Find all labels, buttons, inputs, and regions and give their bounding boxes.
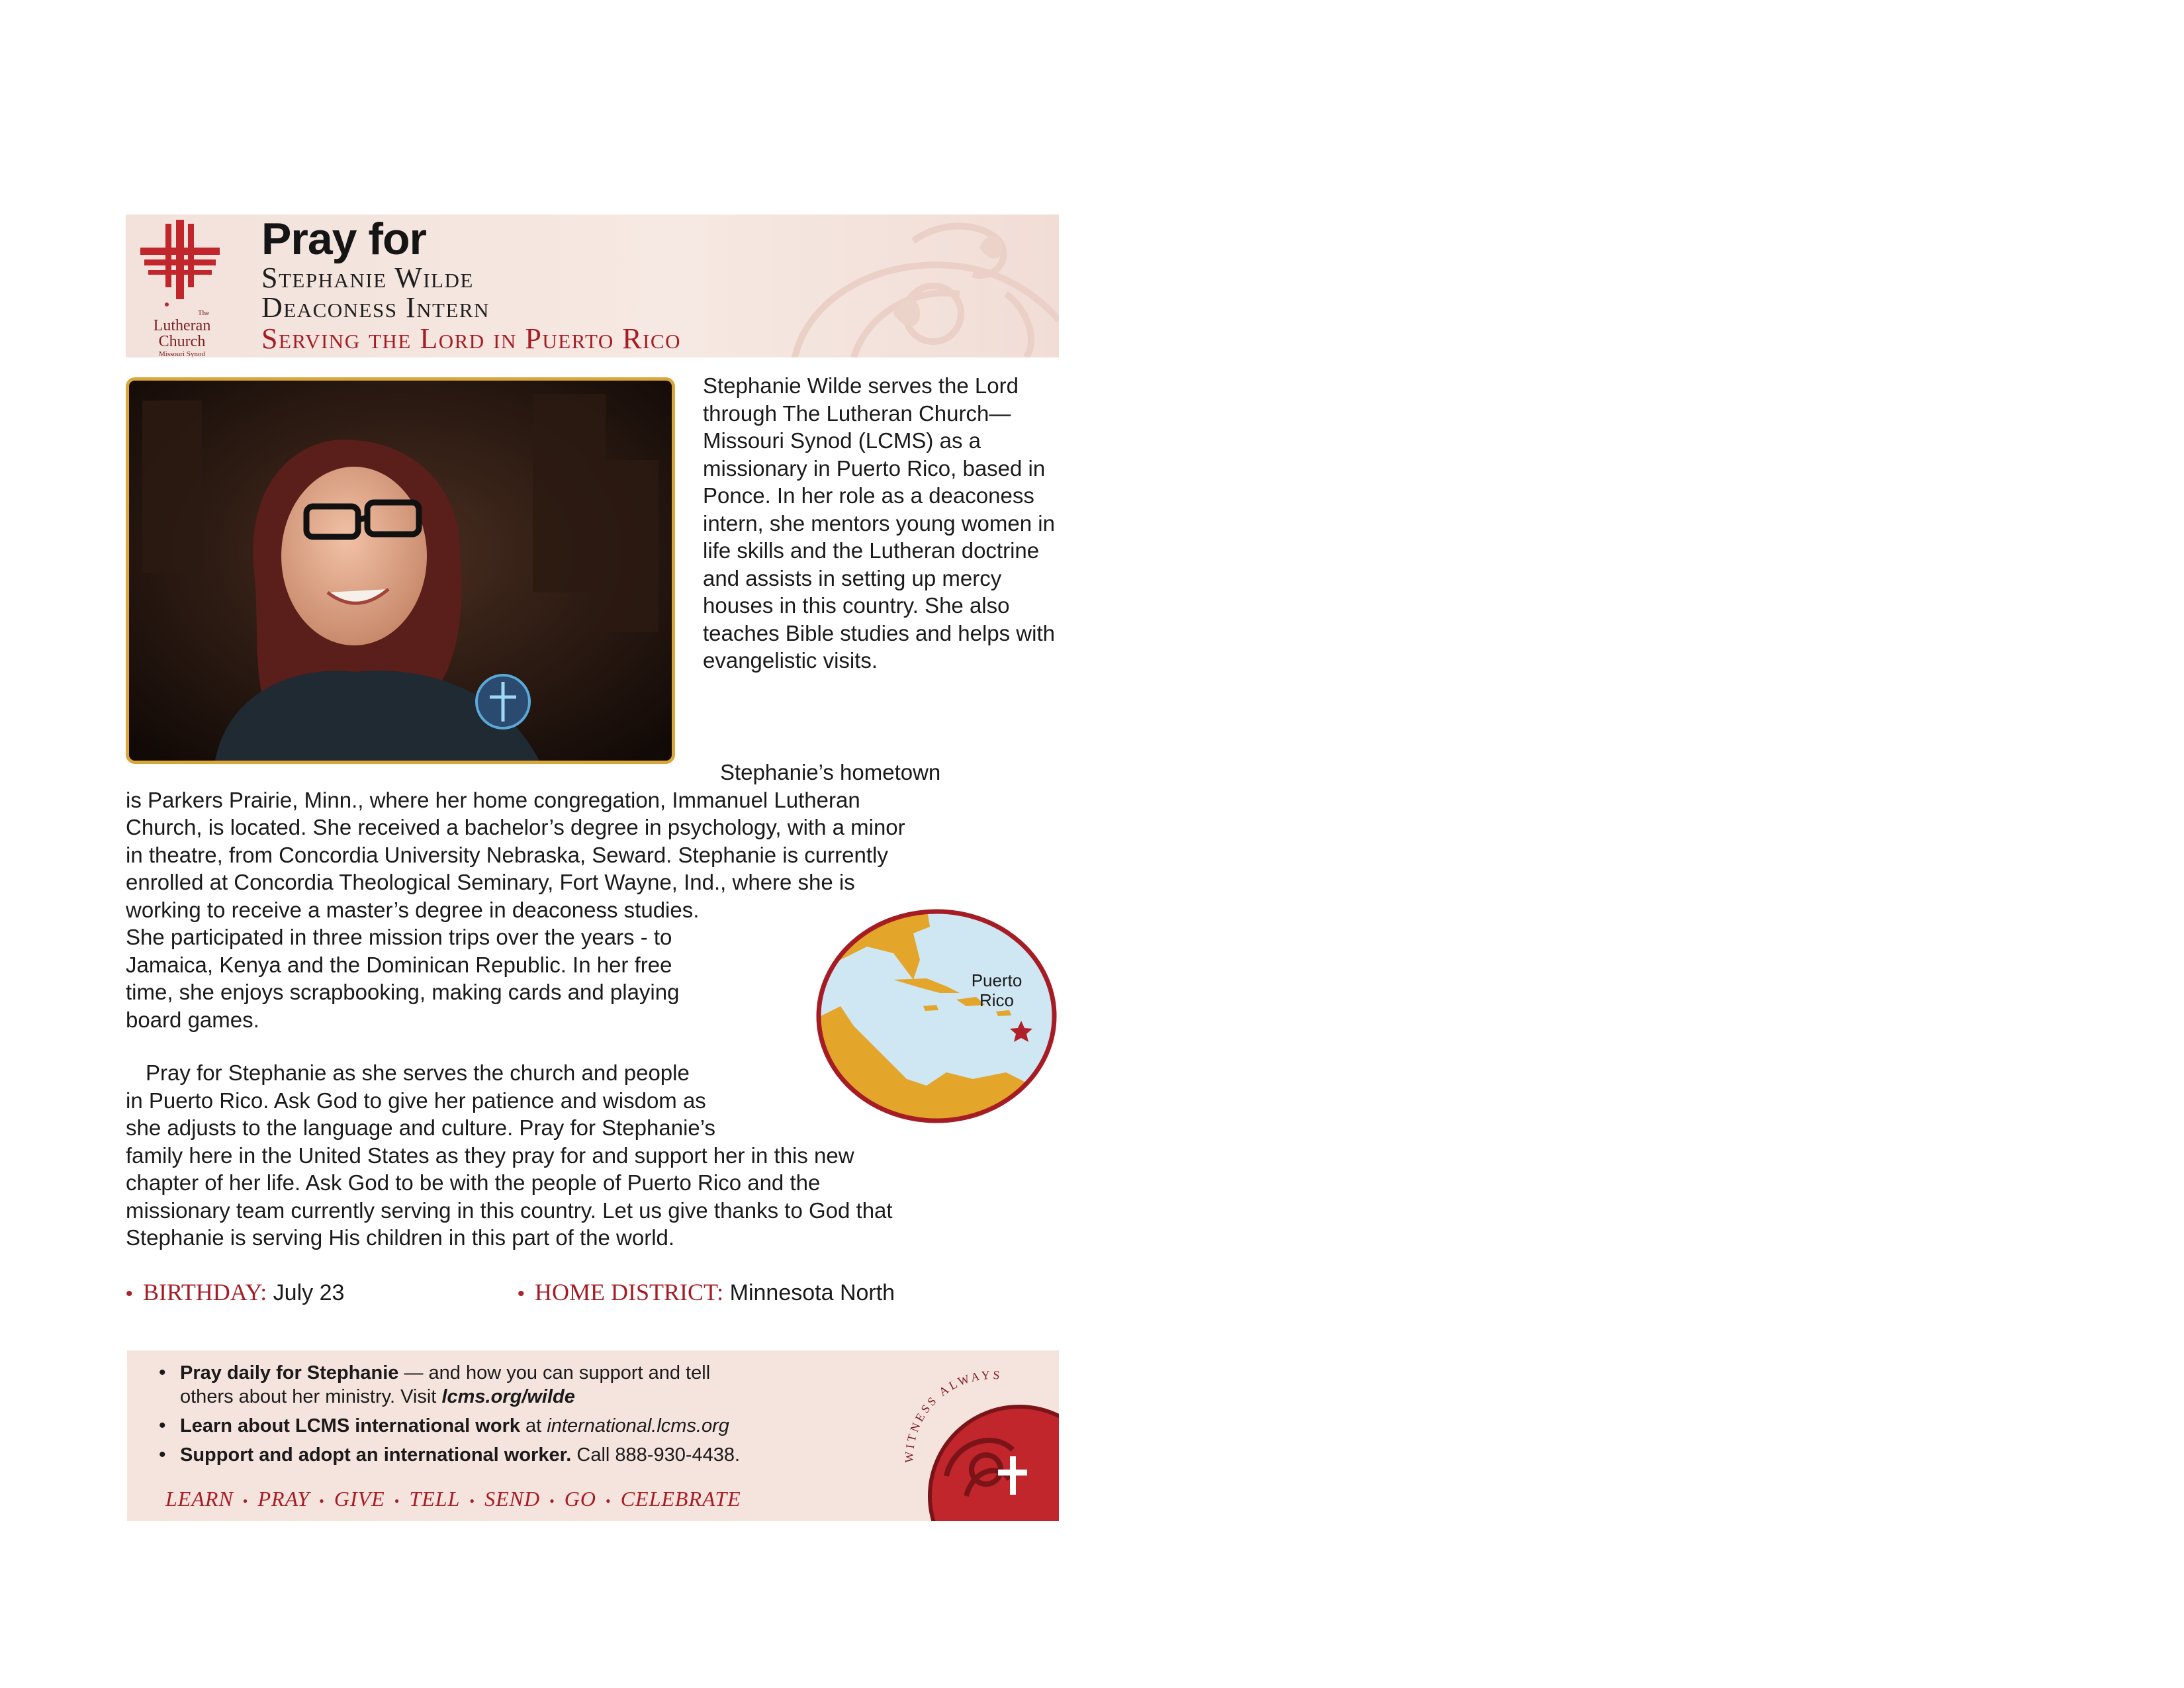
dot-icon: • [242,1492,249,1509]
item-bold: Learn about LCMS international work [180,1415,520,1436]
logo-the-text: The [197,309,209,317]
birthday-fact [126,1278,344,1306]
caribbean-map [814,907,1059,1125]
bullet-icon: • [518,1283,525,1305]
text-line: missionary team currently serving in this country. Let us give thanks to God that [126,1197,893,1223]
bio-paragraph-1: Stephanie Wilde serves the Lord through The Lutheran Church—Missouri Synod (LCMS) as a missionary in Puerto Rico, based in Ponce. In her role as a deaconess intern, she mentors young women in life skills and the Lutheran doctrine and assists in setting up mercy houses in this country. She also teaches Bible studies and helps with evangelistic visits. [703,373,1055,673]
district-fact [518,1278,895,1306]
text-line: in theatre, from Concordia University Nebraska, Seward. Stephanie is currently [126,842,888,867]
list-item [154,1414,855,1438]
dot-icon: • [605,1492,612,1509]
text-line: Jamaica, Kenya and the Dominican Republic. In her free [126,952,672,977]
text-line: working to receive a master’s degree in deaconess studies. [126,897,700,922]
prayer-card [126,214,1059,1525]
lcms-cross-icon [126,214,238,307]
item-text: Call 888-930-4438. [571,1444,741,1466]
wilde-link[interactable]: lcms.org/wilde [441,1386,575,1407]
map-label-line1: Puerto [971,970,1023,990]
bullet-icon: • [126,1283,133,1305]
dot-icon: • [469,1492,476,1509]
text-line: She participated in three mission trips over the years - to [126,925,672,949]
logo-church-text: Church [158,333,206,350]
portrait-image [129,381,672,761]
dot-icon: • [549,1492,555,1509]
seal-text: WITNESS ALWAYS [902,1368,1003,1464]
logo-synod-text: Missouri Synod [159,350,205,357]
decorative-swirl [715,214,1059,357]
missionary-role: Deaconess Intern [261,291,490,324]
text-line: Church, is located. She received a bachelor’s degree in psychology, with a minor [126,815,905,839]
text-line: time, she enjoys scrapbooking, making cards and playing [126,980,680,1004]
missionary-name: Stephanie Wilde [261,261,474,294]
action-go: GO [564,1487,596,1511]
action-send: SEND [484,1487,541,1511]
list-item [154,1361,855,1409]
item-text: at [520,1415,547,1436]
action-words [165,1487,741,1511]
birthday-label: BIRTHDAY: [142,1279,267,1305]
international-link[interactable]: international.lcms.org [547,1415,729,1436]
item-bold: Support and adopt an international worker. [180,1444,572,1466]
item-text: others about her ministry. Visit [180,1386,442,1407]
text-line: she adjusts to the language and culture. Pray for Stephanie’s [126,1115,715,1140]
district-value: Minnesota North [729,1280,895,1305]
page-title: Pray for [261,214,426,264]
birthday-value: July 23 [273,1280,345,1305]
action-learn: LEARN [165,1487,234,1511]
action-celebrate: CELEBRATE [620,1487,741,1511]
missionary-photo [126,377,675,764]
list-item [154,1443,855,1467]
action-give: GIVE [334,1487,385,1511]
dot-icon: • [394,1492,400,1509]
item-bold: Pray daily for Stephanie [180,1362,399,1383]
action-pray: PRAY [257,1487,310,1511]
action-box [127,1350,1059,1521]
header-banner [126,214,1059,357]
text-line: Pray for Stephanie as she serves the church and people [146,1060,690,1085]
text-line: in Puerto Rico. Ask God to give her patience and wisdom as [126,1088,706,1113]
text-line: chapter of her life. Ask God to be with the people of Puerto Rico and the [126,1170,821,1195]
lcms-logo [126,214,238,357]
text-line: enrolled at Concordia Theological Seminary, Fort Wayne, Ind., where she is [126,870,855,894]
text-line: board games. [126,1007,259,1032]
witness-always-seal-icon [887,1364,1059,1521]
serving-location: Serving the Lord in Puerto Rico [261,322,681,355]
logo-lutheran-text: Lutheran [153,317,211,334]
map-label-line2: Rico [979,990,1015,1010]
item-text: — and how you can support and tell [398,1362,711,1383]
action-tell: TELL [409,1487,461,1511]
dot-icon: • [319,1492,325,1509]
text-line: is Parkers Prairie, Minn., where her home congregation, Immanuel Lutheran [126,787,860,812]
text-line: Stephanie is serving His children in this part of the world. [126,1225,675,1250]
action-list [154,1361,855,1472]
district-label: HOME DISTRICT: [534,1279,724,1305]
text-line: Stephanie’s hometown [720,760,941,784]
text-line: family here in the United States as they pray for and support her in this new [126,1143,854,1168]
